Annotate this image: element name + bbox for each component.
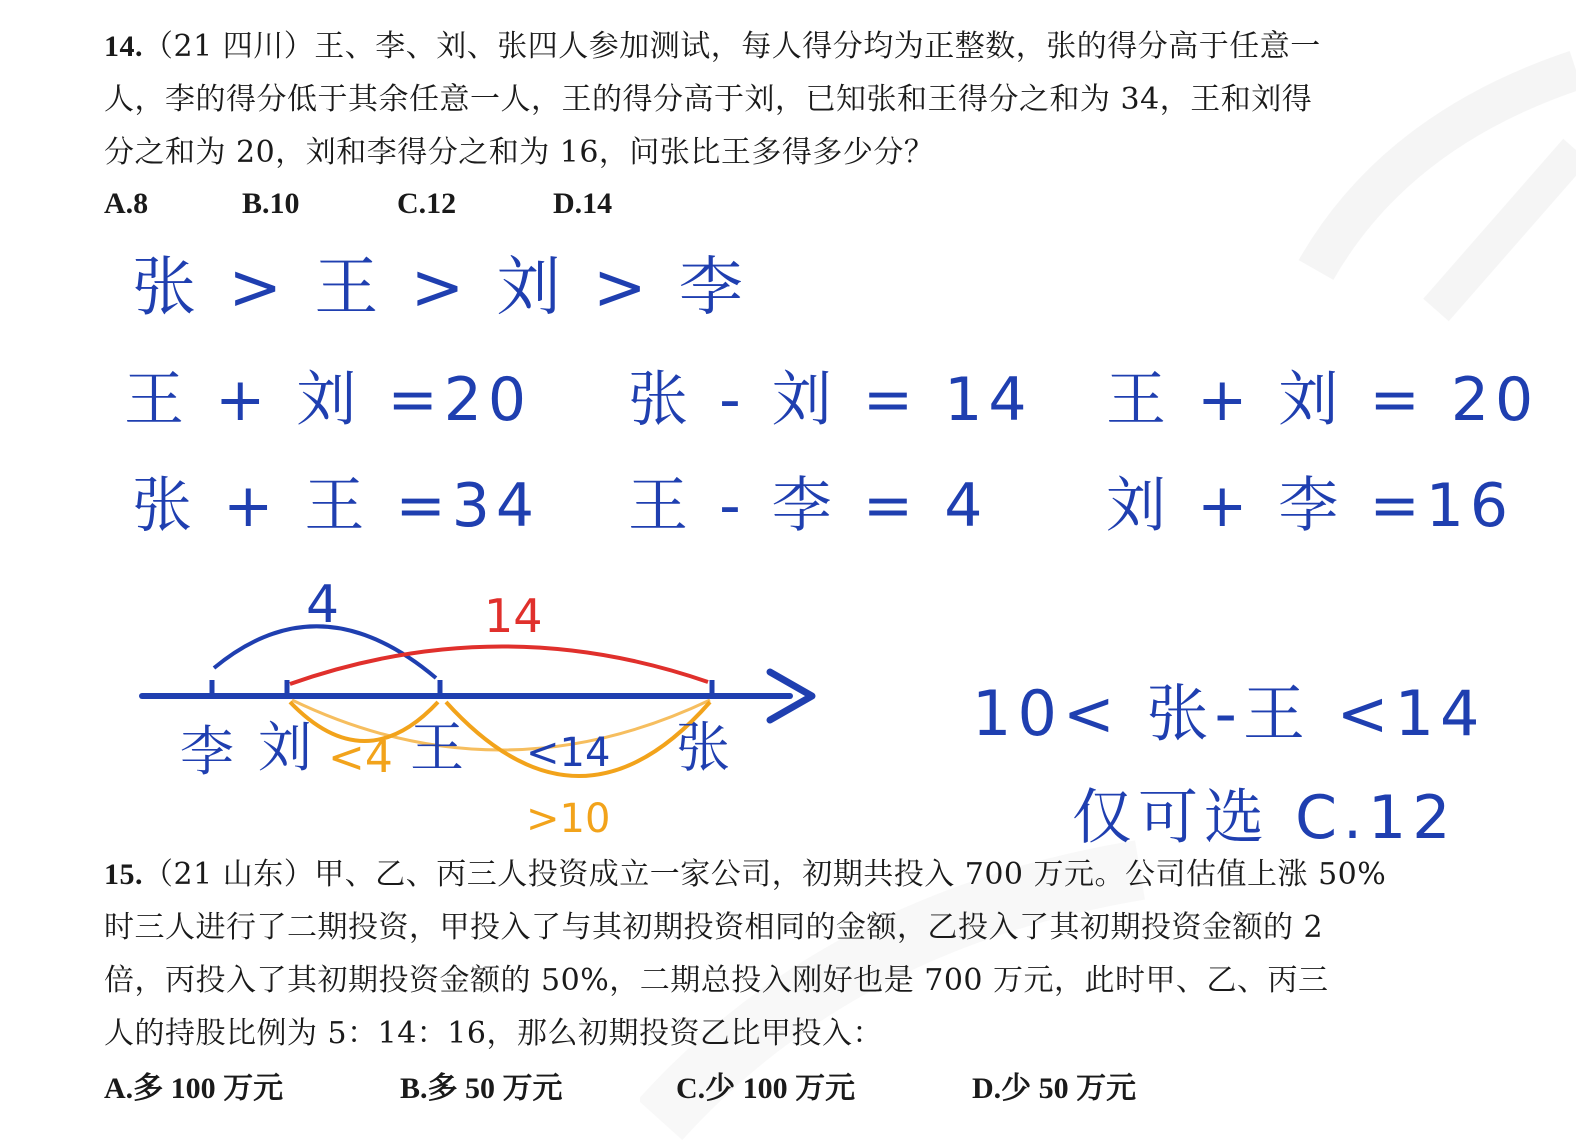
arc-liu-zhang [290, 646, 708, 684]
handwritten-order: 张 > 王 > 刘 > 李 [132, 251, 749, 325]
question-14-line-1: （21 四川）王、李、刘、张四人参加测试，每人得分均为正整数，张的得分高于任意一 [143, 29, 1321, 64]
question-15-text [104, 848, 1484, 1060]
option-b: B.10 [242, 187, 300, 220]
handwritten-equation: 张 - 刘 = 14 [628, 365, 1033, 435]
question-15-options [104, 1060, 1484, 1110]
label-top-4: 4 [306, 575, 340, 635]
point-wang: 王 [410, 716, 464, 779]
point-liu: 刘 [258, 716, 312, 779]
option-b: B.多 50 万元 [400, 1072, 563, 1105]
question-number: 14. [104, 30, 143, 63]
question-14-line-3: 分之和为 20，刘和李得分之和为 16，问张比王多得多少分？ [104, 135, 935, 170]
option-d: D.14 [553, 187, 613, 220]
question-15-line-4: 人的持股比例为 5：14：16，那么初期投资乙比甲投入： [104, 1016, 883, 1051]
option-a: A.多 100 万元 [104, 1072, 284, 1105]
question-15-line-3: 倍，丙投入了其初期投资金额的 50%，二期总投入刚好也是 700 万元，此时甲、乙、丙三 [104, 963, 1329, 998]
question-number: 15. [104, 858, 143, 891]
label-lt-4: <4 [328, 732, 393, 783]
question-14-line-2: 人，李的得分低于其余任意一人，王的得分高于刘，已知张和王得分之和为 34，王和刘得 [104, 82, 1313, 117]
question-14 [104, 20, 1484, 229]
handwritten-equation: 张 + 王 =34 [132, 471, 541, 541]
option-c: C.12 [397, 187, 457, 220]
handwritten-equation: 刘 + 李 =16 [1106, 471, 1515, 541]
question-15 [104, 848, 1484, 1110]
question-15-line-2: 时三人进行了二期投资，甲投入了与其初期投资相同的金额，乙投入了其初期投资金额的 2 [104, 910, 1324, 945]
label-lt-14: <14 [526, 730, 611, 776]
question-14-text [104, 20, 1484, 179]
point-li: 李 [180, 720, 234, 783]
handwritten-conclusion: 10< 张-王 <14 [972, 677, 1486, 750]
label-top-14: 14 [484, 589, 543, 643]
question-14-options [104, 179, 1484, 229]
option-d: D.少 50 万元 [972, 1072, 1137, 1105]
option-a: A.8 [104, 187, 149, 220]
handwritten-equation: 王 + 刘 = 20 [1106, 365, 1540, 435]
handwritten-answer: 仅可选 C.12 [1072, 783, 1457, 853]
handwritten-equation: 王 + 刘 =20 [124, 365, 533, 435]
question-15-line-1: （21 山东）甲、乙、丙三人投资成立一家公司，初期共投入 700 万元。公司估值上涨 50% [143, 857, 1387, 892]
option-c: C.少 100 万元 [676, 1072, 856, 1105]
point-zhang: 张 [676, 716, 730, 779]
number-line-diagram [0, 560, 860, 845]
label-gt-10: >10 [526, 796, 611, 842]
handwritten-equation: 王 - 李 = 4 [628, 471, 989, 541]
